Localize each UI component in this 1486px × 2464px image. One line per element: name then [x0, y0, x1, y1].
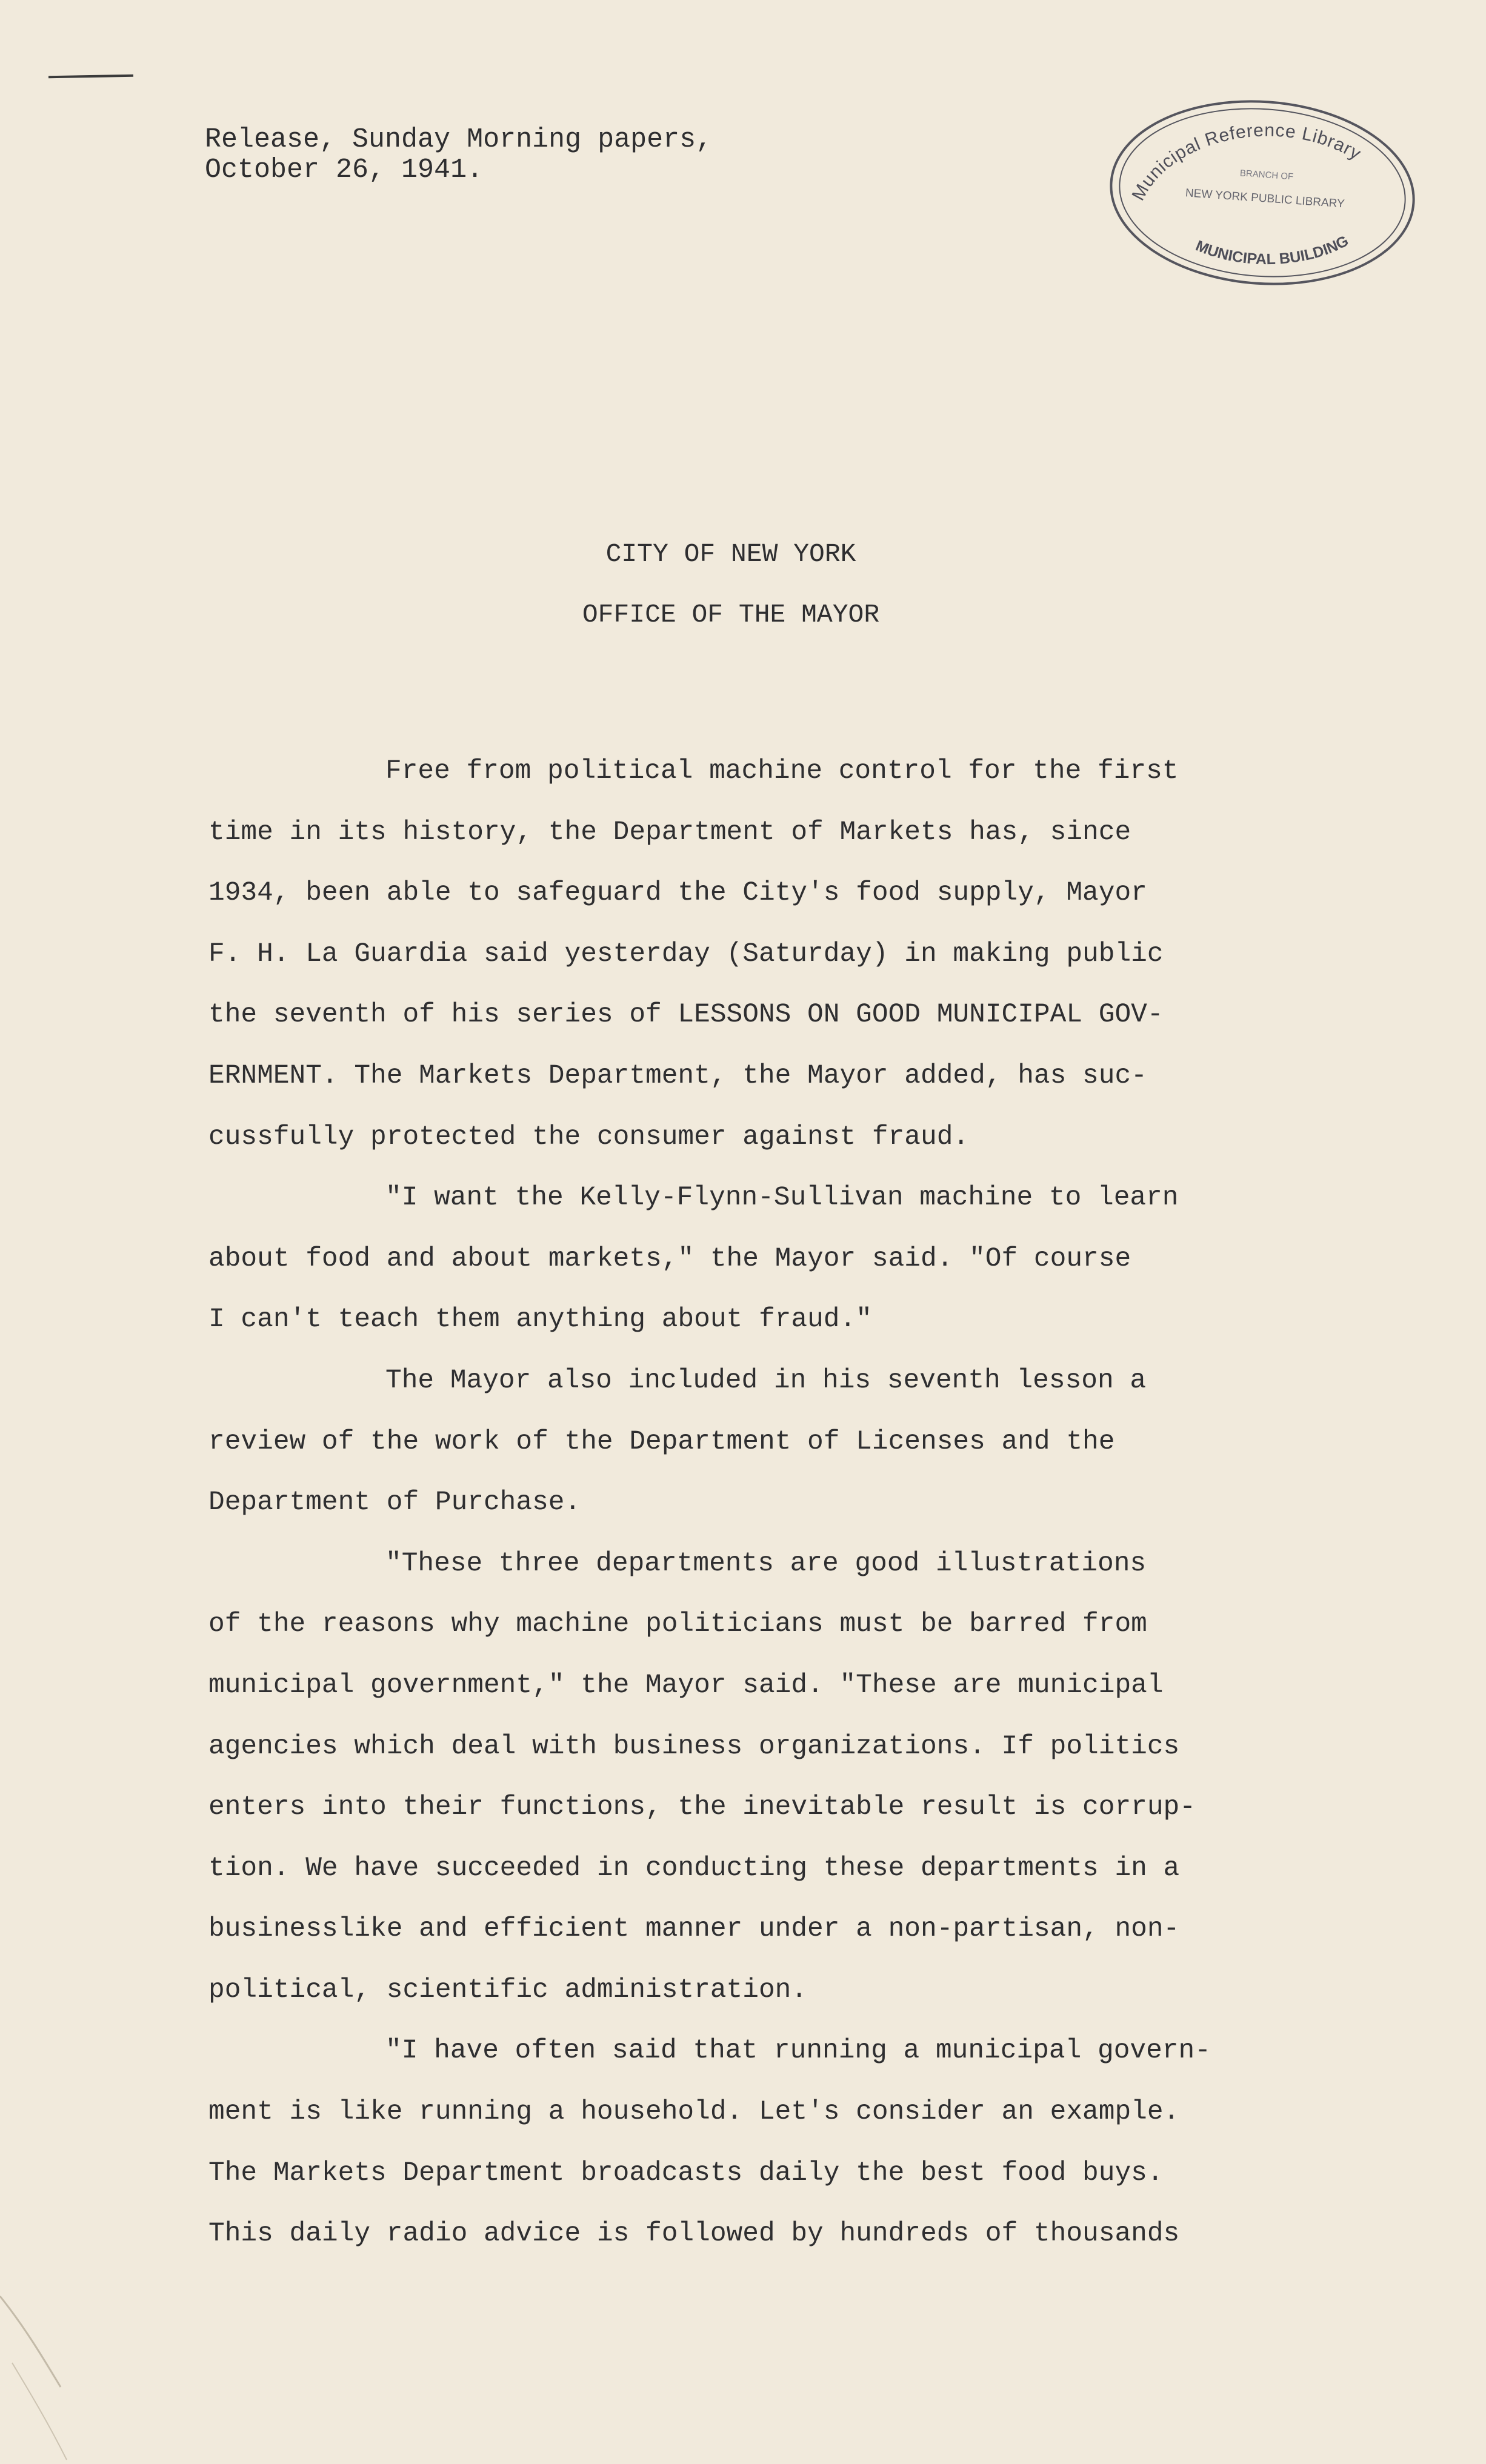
release-notice [205, 125, 712, 185]
body-line: Department of Purchase. [208, 1487, 581, 1518]
release-line-1: Release, Sunday Morning papers, [205, 124, 713, 155]
body-line: tion. We have succeeded in conducting these departments in a [208, 1853, 1180, 1884]
body-line: Free from political machine control for the first [385, 756, 1179, 786]
body-line: ERNMENT. The Markets Department, the Mayor added, has suc- [208, 1060, 1147, 1091]
body-line: ment is like running a household. Let's consider an example. [208, 2097, 1180, 2128]
body-line: "These three departments are good illustrations [385, 1548, 1147, 1579]
heading-office: OFFICE OF THE MAYOR [582, 600, 880, 629]
paper-crease [0, 2290, 97, 2464]
body-line: The Mayor also included in his seventh lesson a [385, 1365, 1147, 1396]
release-line-2: October 26, 1941. [205, 154, 484, 185]
stamp-middle-text-2: NEW YORK PUBLIC LIBRARY [1185, 187, 1345, 211]
body-line: enters into their functions, the inevitable result is corrup- [208, 1792, 1196, 1823]
margin-pencil-mark [48, 75, 133, 78]
body-line: review of the work of the Department of Licenses and the [208, 1426, 1115, 1457]
body-line: the seventh of his series of LESSONS ON GOOD MUNICIPAL GOV- [208, 1000, 1164, 1031]
body-line: "I have often said that running a municipal govern- [385, 2036, 1211, 2067]
body-line: "I want the Kelly-Flynn-Sullivan machine to learn [385, 1183, 1179, 1214]
body-line: political, scientific administration. [208, 1974, 808, 2005]
body-line: about food and about markets," the Mayor said. "Of course [208, 1243, 1131, 1274]
body-line: 1934, been able to safeguard the City's food supply, Mayor [208, 878, 1147, 909]
body-line: municipal government," the Mayor said. "These are municipal [208, 1670, 1164, 1701]
body-line: agencies which deal with business organizations. If politics [208, 1731, 1180, 1762]
body-line: of the reasons why machine politicians must be barred from [208, 1609, 1147, 1640]
stamp-bottom-text: MUNICIPAL BUILDING [1193, 232, 1351, 268]
body-line: cussfully protected the consumer against fraud. [208, 1121, 970, 1152]
body-line: I can't teach them anything about fraud." [208, 1304, 872, 1335]
stamp-middle-text-1: BRANCH OF [1239, 168, 1294, 182]
body-line: This daily radio advice is followed by hundreds of thousands [208, 2219, 1180, 2250]
body-line: businesslike and efficient manner under a non-partisan, non- [208, 1914, 1180, 1945]
body-line: time in its history, the Department of Markets has, since [208, 817, 1131, 848]
library-stamp [1102, 78, 1428, 296]
heading-city: CITY OF NEW YORK [605, 539, 856, 569]
body-line: The Markets Department broadcasts daily the best food buys. [208, 2157, 1164, 2188]
press-release-body [208, 756, 1360, 2280]
body-line: F. H. La Guardia said yesterday (Saturday) in making public [208, 938, 1164, 969]
stamp-top-text: Municipal Reference Library [1128, 120, 1365, 204]
